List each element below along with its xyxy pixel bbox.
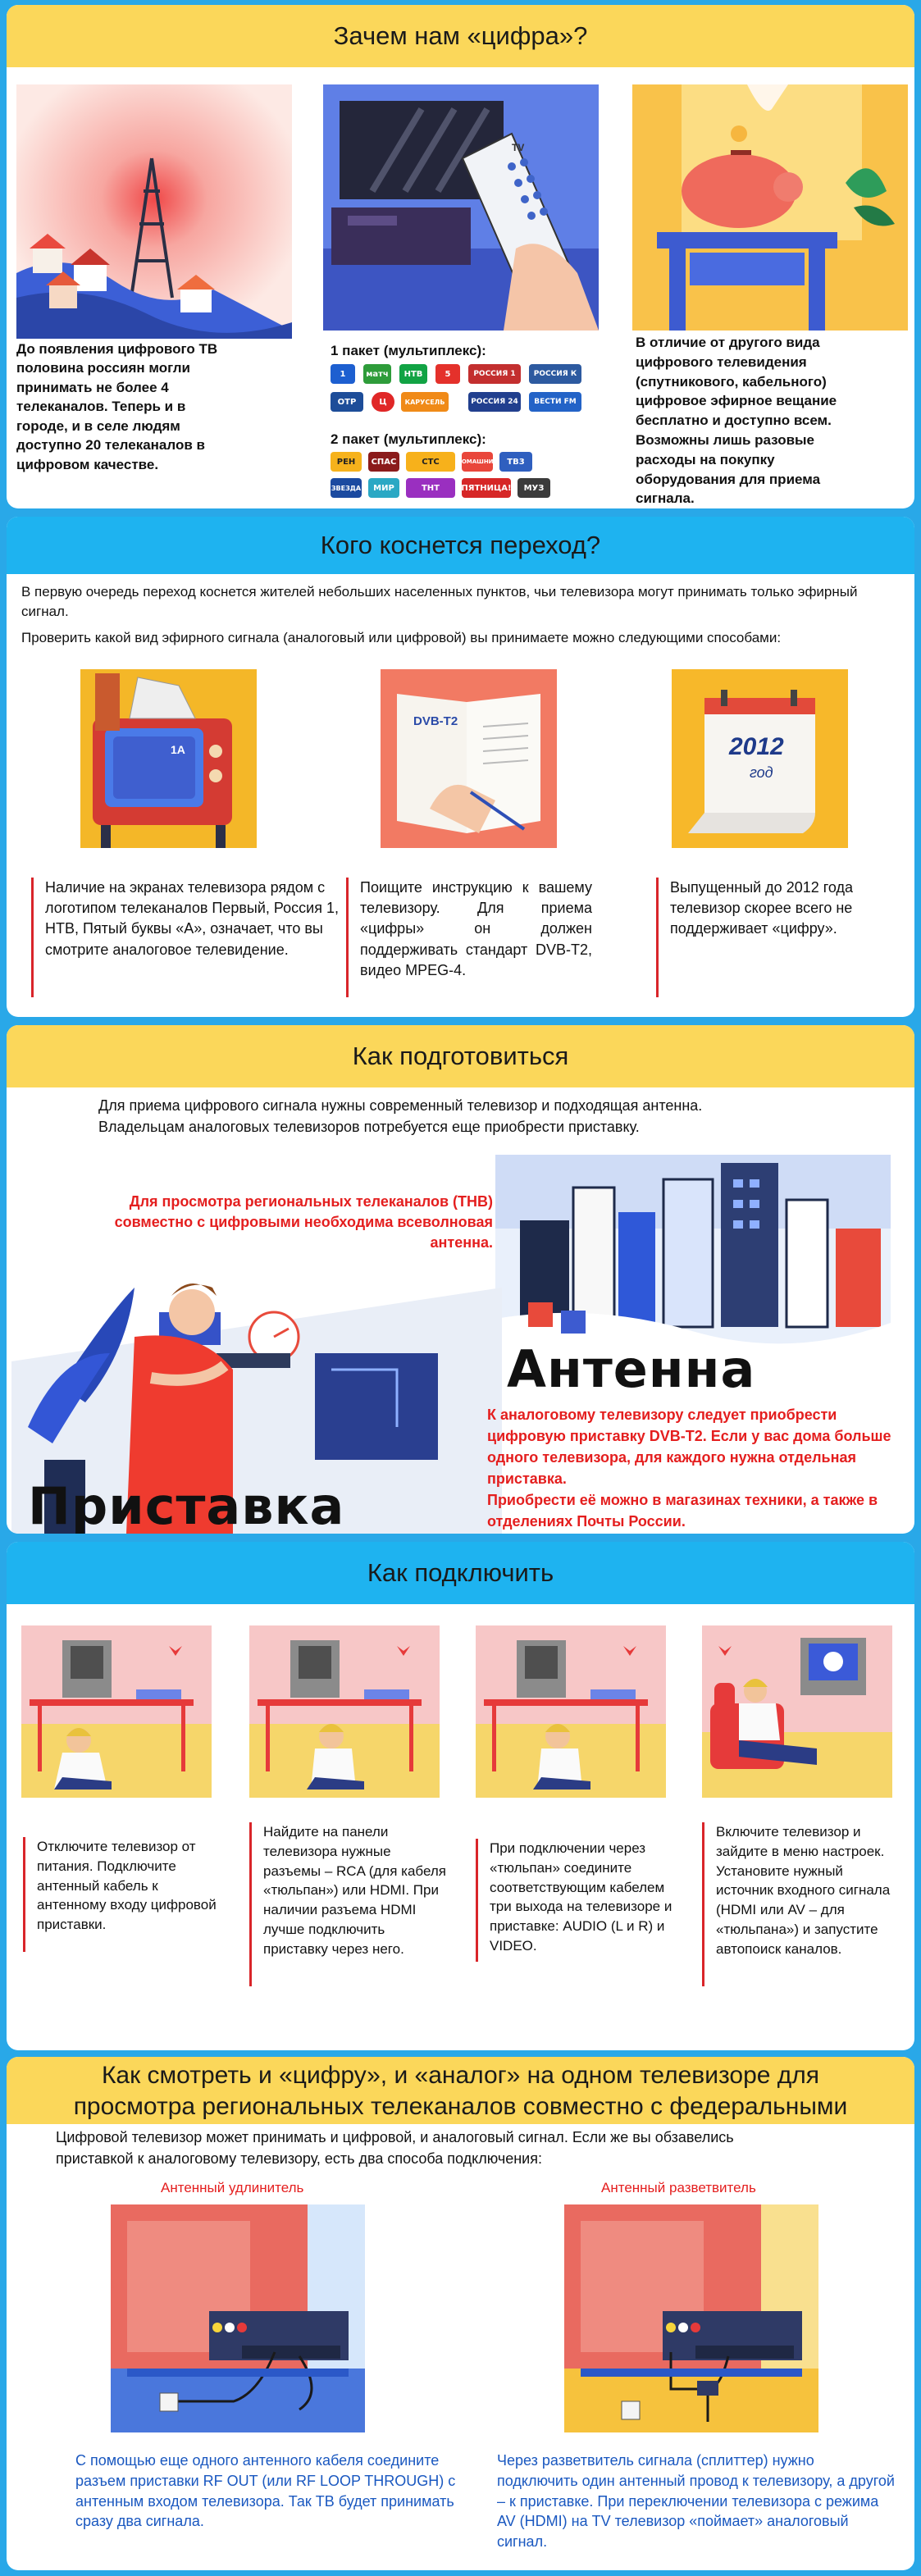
- intro-text-2: Владельцам аналоговых телевизоров потребуется еще приобрести приставку.: [98, 1119, 640, 1135]
- step-2-text: Найдите на панели телевизора нужные разъемы – RCA (для кабеля «тюльпан») или HDMI. При наличии разъема HDMI лучше подключить приставку через него.: [249, 1822, 450, 1986]
- left-text-regular: До появления цифрового ТВ половина россиян могли принимать не более 4 телеканалов.: [16, 341, 218, 415]
- splitter-text: Через разветвитель сигнала (сплиттер) нужно подключить один антенный провод к телевизору, а другой – к приставке. При переключении телевизора с режима AV (HDMI) на TV телевизор «поймает» аналоговый сигнал.: [497, 2452, 895, 2551]
- step-1-text: Отключите телевизор от питания. Подключите антенный кабель к антенному входу цифровой приставки.: [23, 1837, 220, 1952]
- channel-logo: матч: [363, 364, 391, 384]
- dvb-t2-label: DVB-T2: [413, 714, 458, 728]
- intro-text-1: Цифровой телевизор может принимать и цифровой, и аналоговый сигнал. Если же вы обзавелись: [56, 2129, 734, 2145]
- channel-logo: РОССИЯ 24: [468, 392, 521, 412]
- extender-text: С помощью еще одного антенного кабеля соедините разъем приставки RF OUT (или RF LOOP THROUGH) с антенным входом телевизора. Так ТВ будет принимать сразу два сигнала.: [75, 2452, 456, 2530]
- tv-channel-logo: 1А: [171, 743, 185, 756]
- channel-logo: РЕН: [331, 452, 362, 472]
- channel-logo: ВЕСТИ FM: [529, 392, 581, 412]
- pack2-logos: [331, 452, 626, 508]
- step-4-illustration: [702, 1625, 892, 1798]
- channel-logo: НТВ: [399, 364, 427, 384]
- village-tower-illustration: [16, 84, 292, 339]
- method-1-text: Наличие на экранах телевизора рядом с логотипом телеканалов Первый, Россия 1, НТВ, Пятый буквы «А», означает, что вы смотрите аналоговое телевидение.: [31, 878, 339, 997]
- pack1-logos: [331, 364, 626, 430]
- pack2-label: 2 пакет (мультиплекс):: [331, 431, 486, 447]
- intro-text-1: Для приема цифрового сигнала нужны современный телевизор и подходящая антенна.: [98, 1097, 703, 1114]
- channel-logo: РОССИЯ 1: [468, 364, 521, 384]
- intro-text-2: приставкой к аналоговому телевизору, есть два способа подключения:: [56, 2150, 542, 2167]
- antenna-note: Для просмотра региональных телеканалов (ТНВ) совместно с цифровыми необходима всеволновая антенна.: [114, 1193, 493, 1252]
- extender-label: Антенный удлинитель: [161, 2180, 304, 2195]
- section-title-line-2: просмотра региональных телеканалов совместно с федеральными: [73, 2092, 848, 2120]
- channel-logo: МИР: [368, 478, 399, 498]
- set-top-box-note: [487, 1404, 897, 1533]
- channel-logo: РОССИЯ К: [529, 364, 581, 384]
- step-4-text: Включите телевизор и зайдите в меню настроек. Установите нужный источник входного сигнала (HDMI или AV – для «тюльпана») и запустите автопоиск каналов.: [702, 1822, 903, 1986]
- channel-logo: Ц: [372, 392, 394, 412]
- antenna-word: Антенна: [507, 1339, 756, 1399]
- piggy-bank-illustration: [632, 84, 908, 331]
- step-2-illustration: [249, 1625, 440, 1798]
- pack1-label: 1 пакет (мультиплекс):: [331, 343, 486, 358]
- remote-tv-label: TV: [512, 142, 525, 153]
- channel-logo: СТС: [406, 452, 455, 472]
- calendar-word: год: [750, 764, 773, 781]
- analog-tv-illustration: [80, 669, 257, 848]
- channel-logo: ЗВЕЗДА: [331, 478, 362, 498]
- step-1-illustration: [21, 1625, 212, 1798]
- intro-text-2: Проверить какой вид эфирного сигнала (аналоговый или цифровой) вы принимаете можно следующими способами:: [21, 630, 782, 645]
- channel-logo: ОТР: [331, 392, 363, 412]
- section-digital-and-analog: [7, 2057, 914, 2570]
- pristavka-word: Приставка: [28, 1476, 345, 1534]
- section-title: Зачем нам «цифра»?: [7, 5, 914, 67]
- intro-text-1: В первую очередь переход коснется жителей небольших населенных пунктов, чьи телевизора могут принимать только эфирный сигнал.: [21, 584, 858, 619]
- section-how-to-connect: [7, 1542, 914, 2050]
- channel-logo: ТНТ: [406, 478, 455, 498]
- channel-logo: ДОМАШНИЙ: [462, 452, 493, 472]
- channel-logo: КАРУСЕЛЬ: [401, 392, 449, 412]
- right-text: В отличие от другого вида цифрового телевидения (спутникового, кабельного) цифровое эфирное вещание бесплатно и доступно всем. Возможны лишь разовые расходы на покупку оборудования для приема сигнала.: [636, 335, 837, 507]
- section-title: [7, 2057, 914, 2124]
- method-2-text: Поищите инструкцию к вашему телевизору. Для приема «цифры» он должен поддерживать стандарт DVB-T2, видео MPEG-4.: [346, 878, 592, 997]
- channel-logo: 5: [435, 364, 460, 384]
- left-text: [16, 340, 230, 474]
- splitter-illustration: [564, 2204, 818, 2432]
- section-title: Как подключить: [7, 1542, 914, 1604]
- splitter-label: Антенный разветвитель: [601, 2180, 756, 2195]
- section-title: Кого коснется переход?: [7, 517, 914, 574]
- channel-logo: МУЗ: [517, 478, 550, 498]
- calendar-illustration: [672, 669, 848, 848]
- set-top-box-note-2: Приобрести её можно в магазинах техники, а также в отделениях Почты России.: [487, 1492, 878, 1530]
- tv-remote-illustration: [323, 84, 599, 331]
- section-title: Как подготовиться: [7, 1025, 914, 1087]
- channel-logo: СПАС: [368, 452, 399, 472]
- channel-logo: ТВ3: [499, 452, 532, 472]
- step-3-illustration: [476, 1625, 666, 1798]
- left-text-bold: Теперь и в городе, и в селе людям доступно 20 телеканалов в цифровом качестве.: [16, 399, 205, 472]
- method-3-text: Выпущенный до 2012 года телевизор скорее всего не поддерживает «цифру».: [656, 878, 902, 997]
- calendar-year: 2012: [729, 733, 784, 760]
- extender-illustration: [111, 2204, 365, 2432]
- section-how-to-prepare: [7, 1025, 914, 1534]
- instruction-book-illustration: [381, 669, 557, 848]
- section-title-line-1: Как смотреть и «цифру», и «аналог» на одном телевизоре для: [101, 2062, 820, 2089]
- city-antenna-illustration: [495, 1155, 891, 1368]
- set-top-box-note-1: К аналоговому телевизору следует приобрести цифровую приставку DVB-T2. Если у вас дома больше одного телевизора, для каждого нужна отдельная приставка.: [487, 1407, 891, 1488]
- step-3-text: При подключении через «тюльпан» соедините соответствующим кабелем три выхода на телевизоре и приставке: AUDIO (L и R) и VIDEO.: [476, 1839, 677, 1962]
- channel-logo: 1: [331, 364, 355, 384]
- channel-logo: ПЯТНИЦА!: [462, 478, 511, 498]
- section-why-digital: [7, 5, 914, 508]
- section-who-affected: [7, 517, 914, 1017]
